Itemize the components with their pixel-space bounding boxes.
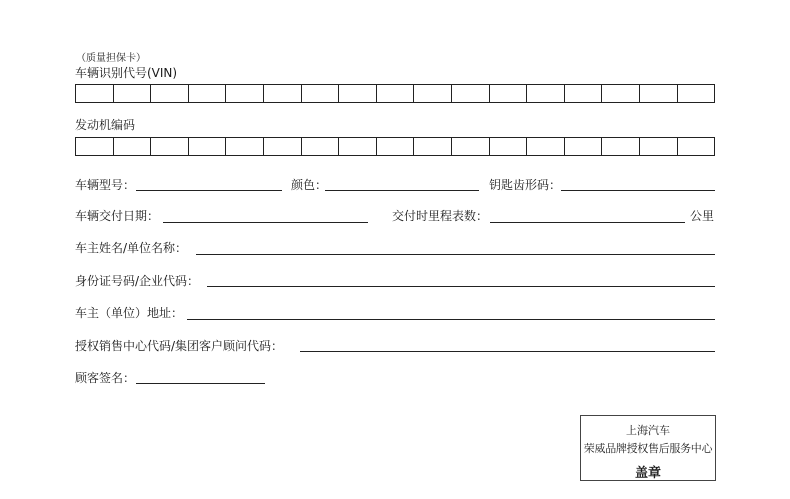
- vin-cell[interactable]: [414, 85, 452, 102]
- delivery-date-field[interactable]: [163, 222, 368, 223]
- delivery-date-label: 车辆交付日期：: [75, 209, 160, 223]
- id-number-label: 身份证号码/企业代码：: [75, 274, 200, 288]
- vin-cell[interactable]: [76, 85, 114, 102]
- stamp-box: [580, 415, 716, 481]
- vin-cell[interactable]: [452, 85, 490, 102]
- stamp-center-line: 荣威品牌授权售后服务中心: [583, 442, 713, 455]
- model-field[interactable]: [136, 190, 282, 191]
- vin-cell[interactable]: [189, 85, 227, 102]
- engine-code-cell[interactable]: [302, 138, 340, 155]
- signature-field[interactable]: [136, 383, 265, 384]
- vin-cell[interactable]: [151, 85, 189, 102]
- engine-code-grid[interactable]: [75, 137, 715, 156]
- vin-cell[interactable]: [114, 85, 152, 102]
- engine-code-cell[interactable]: [151, 138, 189, 155]
- stamp-seal-label: 盖章: [634, 466, 661, 481]
- engine-code-cell[interactable]: [226, 138, 264, 155]
- mileage-label: 交付时里程表数：: [392, 209, 489, 223]
- color-field[interactable]: [325, 190, 479, 191]
- vin-cell[interactable]: [565, 85, 603, 102]
- vin-cell[interactable]: [264, 85, 302, 102]
- model-label: 车辆型号：: [75, 178, 136, 192]
- key-code-label: 钥匙齿形码：: [489, 178, 562, 192]
- engine-code-cell[interactable]: [264, 138, 302, 155]
- engine-code-label: 发动机编码: [75, 118, 136, 132]
- vin-cell[interactable]: [490, 85, 528, 102]
- vin-cell[interactable]: [226, 85, 264, 102]
- engine-code-cell[interactable]: [490, 138, 528, 155]
- engine-code-cell[interactable]: [527, 138, 565, 155]
- owner-name-field[interactable]: [196, 254, 715, 255]
- mileage-unit: 公里: [690, 209, 715, 223]
- key-code-field[interactable]: [561, 190, 715, 191]
- engine-code-cell[interactable]: [452, 138, 490, 155]
- vin-cell[interactable]: [302, 85, 340, 102]
- dealer-code-field[interactable]: [300, 351, 715, 352]
- engine-code-cell[interactable]: [678, 138, 715, 155]
- vin-label: 车辆识别代号(VIN): [75, 66, 178, 80]
- engine-code-cell[interactable]: [76, 138, 114, 155]
- dealer-code-label: 授权销售中心代码/集团客户顾问代码：: [75, 339, 284, 353]
- mileage-field[interactable]: [490, 222, 685, 223]
- vin-cell[interactable]: [527, 85, 565, 102]
- engine-code-cell[interactable]: [189, 138, 227, 155]
- engine-code-cell[interactable]: [565, 138, 603, 155]
- vin-cell[interactable]: [339, 85, 377, 102]
- engine-code-cell[interactable]: [602, 138, 640, 155]
- card-caption: （质量担保卡）: [76, 53, 146, 64]
- stamp-company-line: 上海汽车: [626, 424, 670, 437]
- engine-code-cell[interactable]: [640, 138, 678, 155]
- engine-code-cell[interactable]: [414, 138, 452, 155]
- vin-cell[interactable]: [678, 85, 715, 102]
- vin-cell[interactable]: [602, 85, 640, 102]
- color-label: 颜色：: [291, 178, 328, 192]
- engine-code-cell[interactable]: [377, 138, 415, 155]
- owner-name-label: 车主姓名/单位名称：: [75, 241, 188, 255]
- address-field[interactable]: [187, 319, 715, 320]
- vin-cell[interactable]: [377, 85, 415, 102]
- vin-grid[interactable]: [75, 84, 715, 103]
- engine-code-cell[interactable]: [339, 138, 377, 155]
- engine-code-cell[interactable]: [114, 138, 152, 155]
- signature-label: 顾客签名：: [75, 371, 136, 385]
- id-number-field[interactable]: [207, 286, 715, 287]
- address-label: 车主（单位）地址：: [75, 306, 184, 320]
- vin-cell[interactable]: [640, 85, 678, 102]
